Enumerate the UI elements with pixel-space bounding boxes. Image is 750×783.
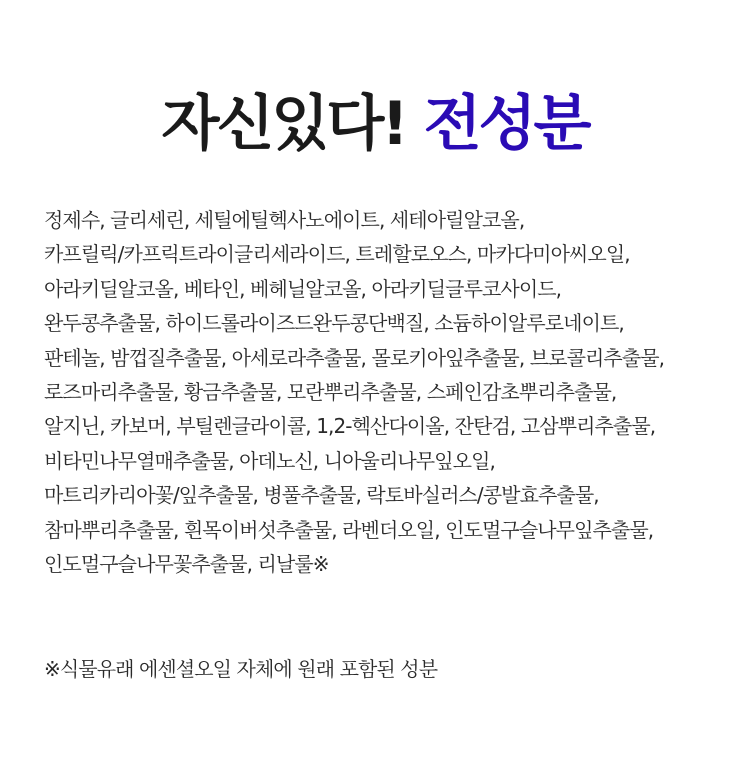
ingredient-line: 로즈마리추출물, 황금추출물, 모란뿌리추출물, 스페인감초뿌리추출물, <box>44 380 617 405</box>
ingredient-line: 정제수, 글리세린, 세틸에틸헥사노에이트, 세테아릴알코올, <box>44 208 525 232</box>
headline-accent-text: 전성분 <box>423 89 589 159</box>
ingredient-line: 인도멀구슬나무꽃추출물, 리날룰※ <box>44 552 329 577</box>
ingredient-line: 아라키딜알코올, 베타인, 베헤닐알코올, 아라키딜글루코사이드, <box>44 276 562 301</box>
headline-text: 자신있다! <box>161 89 406 159</box>
ingredient-line: 비타민나무열매추출물, 아데노신, 니아울리나무잎오일, <box>44 448 495 473</box>
ingredient-list <box>44 203 744 581</box>
ingredient-line: 참마뿌리추출물, 흰목이버섯추출물, 라벤더오일, 인도멀구슬나무잎추출물, <box>44 517 654 542</box>
ingredient-line: 카프릴릭/카프릭트라이글리세라이드, 트레할로오스, 마카다미아씨오일, <box>44 242 630 267</box>
ingredient-line: 완두콩추출물, 하이드롤라이즈드완두콩단백질, 소듐하이알루로네이트, <box>44 311 624 336</box>
ingredient-line: 마트리카리아꽃/잎추출물, 병풀추출물, 락토바실러스/콩발효추출물, <box>44 483 599 508</box>
ingredient-line: 판테놀, 밤껍질추출물, 아세로라추출물, 몰로키아잎추출물, 브로콜리추출물, <box>44 345 665 370</box>
footnote: ※식물유래 에센셜오일 자체에 원래 포함된 성분 <box>44 657 438 681</box>
page-title <box>0 86 750 162</box>
ingredient-line: 알지닌, 카보머, 부틸렌글라이콜, 1,2-헥산다이올, 잔탄검, 고삼뿌리추출물, <box>44 414 656 439</box>
